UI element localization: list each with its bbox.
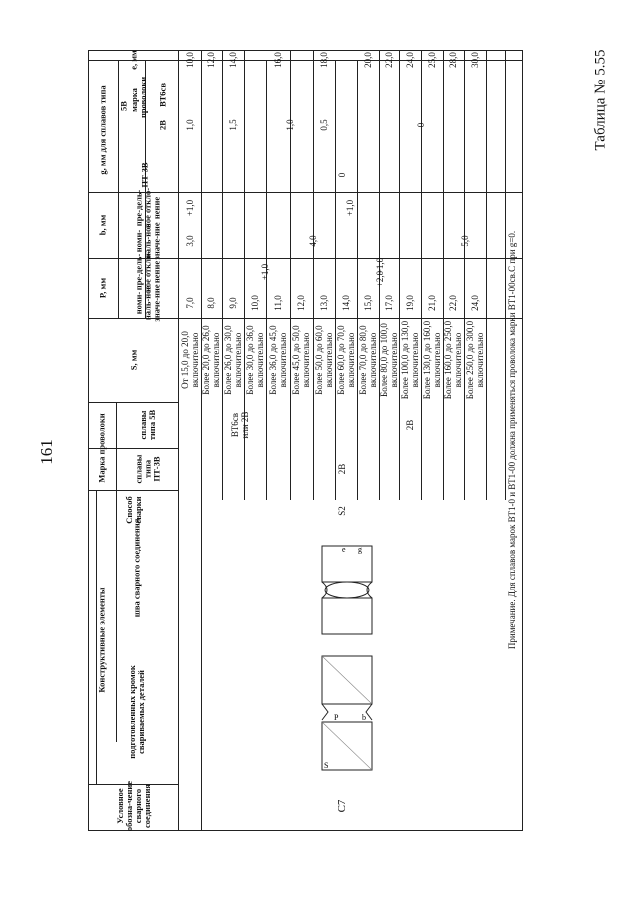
header-g-wire: марка проволоки [129, 76, 148, 118]
row-s: От 15,0 до 20,0 включительно [180, 331, 200, 389]
row-p-nominal: 14,0 [341, 295, 351, 311]
g-2v-5: 0 [416, 122, 426, 128]
label-b: b [362, 713, 366, 722]
header-prepared-edges: подготовленных кромок свариваемых деталей [127, 665, 146, 759]
row-e: 20,0 [363, 52, 373, 68]
wire-5v-a: ВТ6св или 2В [230, 411, 250, 439]
row-e: 16,0 [273, 52, 283, 68]
row-e: 18,0 [319, 52, 329, 68]
table-title: Таблица № 5.55 [592, 49, 609, 151]
g-pt3v: 0 [337, 172, 347, 178]
row-s: Более 26,0 до 30,0 включительно [223, 325, 243, 395]
header-P-deviation: пре-дель-ное откло-нение [133, 251, 162, 293]
joint-designation: С7 [336, 799, 348, 813]
g-2v-2: 1,5 [228, 119, 238, 131]
label-e: e [342, 545, 346, 554]
row-e: 28,0 [448, 52, 458, 68]
header-b-nominal: номи-наль-ное значе-ние [133, 222, 162, 260]
header-g-5v: 5В [118, 101, 129, 111]
header-g: g, мм для сплавов типа [97, 85, 108, 175]
row-s: Более 70,0 до 80,0 включительно [358, 325, 378, 395]
row-e: 25,0 [427, 52, 437, 68]
header-method: Способ сварки [124, 496, 143, 524]
wire-5v-b: 2В [405, 419, 415, 431]
label-s: S [324, 761, 329, 770]
header-b-deviation: пре-дель-ное откло-нение [133, 187, 162, 229]
row-p-nominal: 22,0 [448, 295, 458, 311]
row-p-nominal: 21,0 [427, 295, 437, 311]
prepared-edges-drawing [318, 650, 376, 775]
weld-seam-drawing [318, 540, 376, 640]
label-p: P [334, 713, 339, 722]
row-p-nominal: 19,0 [405, 295, 415, 311]
table-note: Примечание. Для сплавов марок ВТ1-0 и ВТ1-00 должна применяться проволока марки ВТ1-00св.С при g=0. [507, 230, 517, 650]
header-alloys-5v: сплавы типа 5В [138, 409, 157, 441]
g-2v-1: 1,0 [185, 119, 195, 131]
row-p-nominal: 13,0 [319, 295, 329, 311]
row-p-nominal: 12,0 [296, 295, 306, 311]
row-s: Более 50,0 до 60,0 включительно [314, 325, 334, 395]
row-s: Более 250,0 до 300,0 включительно [465, 320, 485, 400]
row-e: 14,0 [228, 52, 238, 68]
row-p-nominal: 11,0 [273, 295, 283, 311]
row-s: Более 60,0 до 70,0 включительно [336, 325, 356, 395]
row-p-nominal: 10,0 [250, 295, 260, 311]
g-2v-3: 1,0 [285, 119, 295, 131]
row-s: Более 100,0 до 130,0 включительно [400, 320, 420, 400]
b-nominal-1: 3,0 [185, 235, 195, 247]
header-P: P, мм [97, 277, 108, 299]
header-wire-grade: Марка проволоки [96, 413, 107, 483]
wire-pt3v: 2В [337, 463, 347, 475]
row-s: Более 36,0 до 45,0 включительно [268, 325, 288, 395]
row-p-nominal: 15,0 [363, 295, 373, 311]
row-e: 30,0 [470, 52, 480, 68]
b-nominal-3: 5,0 [460, 235, 470, 247]
row-p-nominal: 8,0 [206, 297, 216, 309]
row-s: Более 30,0 до 36,0 включительно [245, 325, 265, 395]
row-e: 24,0 [405, 52, 415, 68]
b-deviation-1: +1,0 [185, 199, 195, 217]
header-e: e, мм [128, 50, 139, 70]
row-s: Более 160,0 до 250,0 включительно [443, 320, 463, 400]
row-s: Более 45,0 до 50,0 включительно [291, 325, 311, 395]
joint-method: S2 [337, 506, 347, 516]
header-S: S, мм [128, 349, 139, 371]
p-dev-1: +1,0 [260, 263, 270, 281]
header-weld-seam: шва сварного соединения [131, 518, 142, 618]
row-e: 12,0 [206, 52, 216, 68]
b-nominal-2: 4,0 [308, 235, 318, 247]
p-dev-2a: +2,0 [375, 270, 385, 288]
row-p-nominal: 9,0 [228, 297, 238, 309]
row-p-nominal: 17,0 [384, 295, 394, 311]
b-deviation-2: +1,0 [345, 199, 355, 217]
header-P-nominal: номи-наль-ное значе-ние [133, 284, 162, 322]
label-g: g [358, 545, 362, 554]
row-p-nominal: 7,0 [185, 297, 195, 309]
header-b: b, мм [97, 214, 108, 236]
header-alloys-pt3v: сплавы типа ПТ-3В [133, 454, 162, 484]
header-constructive: Конструктивные элементы [96, 587, 107, 693]
row-e: 22,0 [384, 52, 394, 68]
row-s: Более 80,0 до 100,0 включительно [379, 323, 399, 397]
row-s: Более 20,0 до 26,0 включительно [201, 325, 221, 395]
row-p-nominal: 24,0 [470, 295, 480, 311]
p-dev-2b: −1,0 [375, 257, 385, 275]
page-number: 161 [37, 439, 56, 465]
row-e: 10,0 [185, 52, 195, 68]
g-2v-4: 0,5 [319, 119, 329, 131]
header-g-2v: 2В [157, 120, 168, 130]
header-g-vt6sv: ВТ6св [157, 83, 168, 107]
row-s: Более 130,0 до 160,0 включительно [422, 320, 442, 400]
header-designation: Условное обозна-чение сварного соединения [115, 780, 152, 832]
header-g-pt3v: ПТ-3В [139, 162, 150, 188]
